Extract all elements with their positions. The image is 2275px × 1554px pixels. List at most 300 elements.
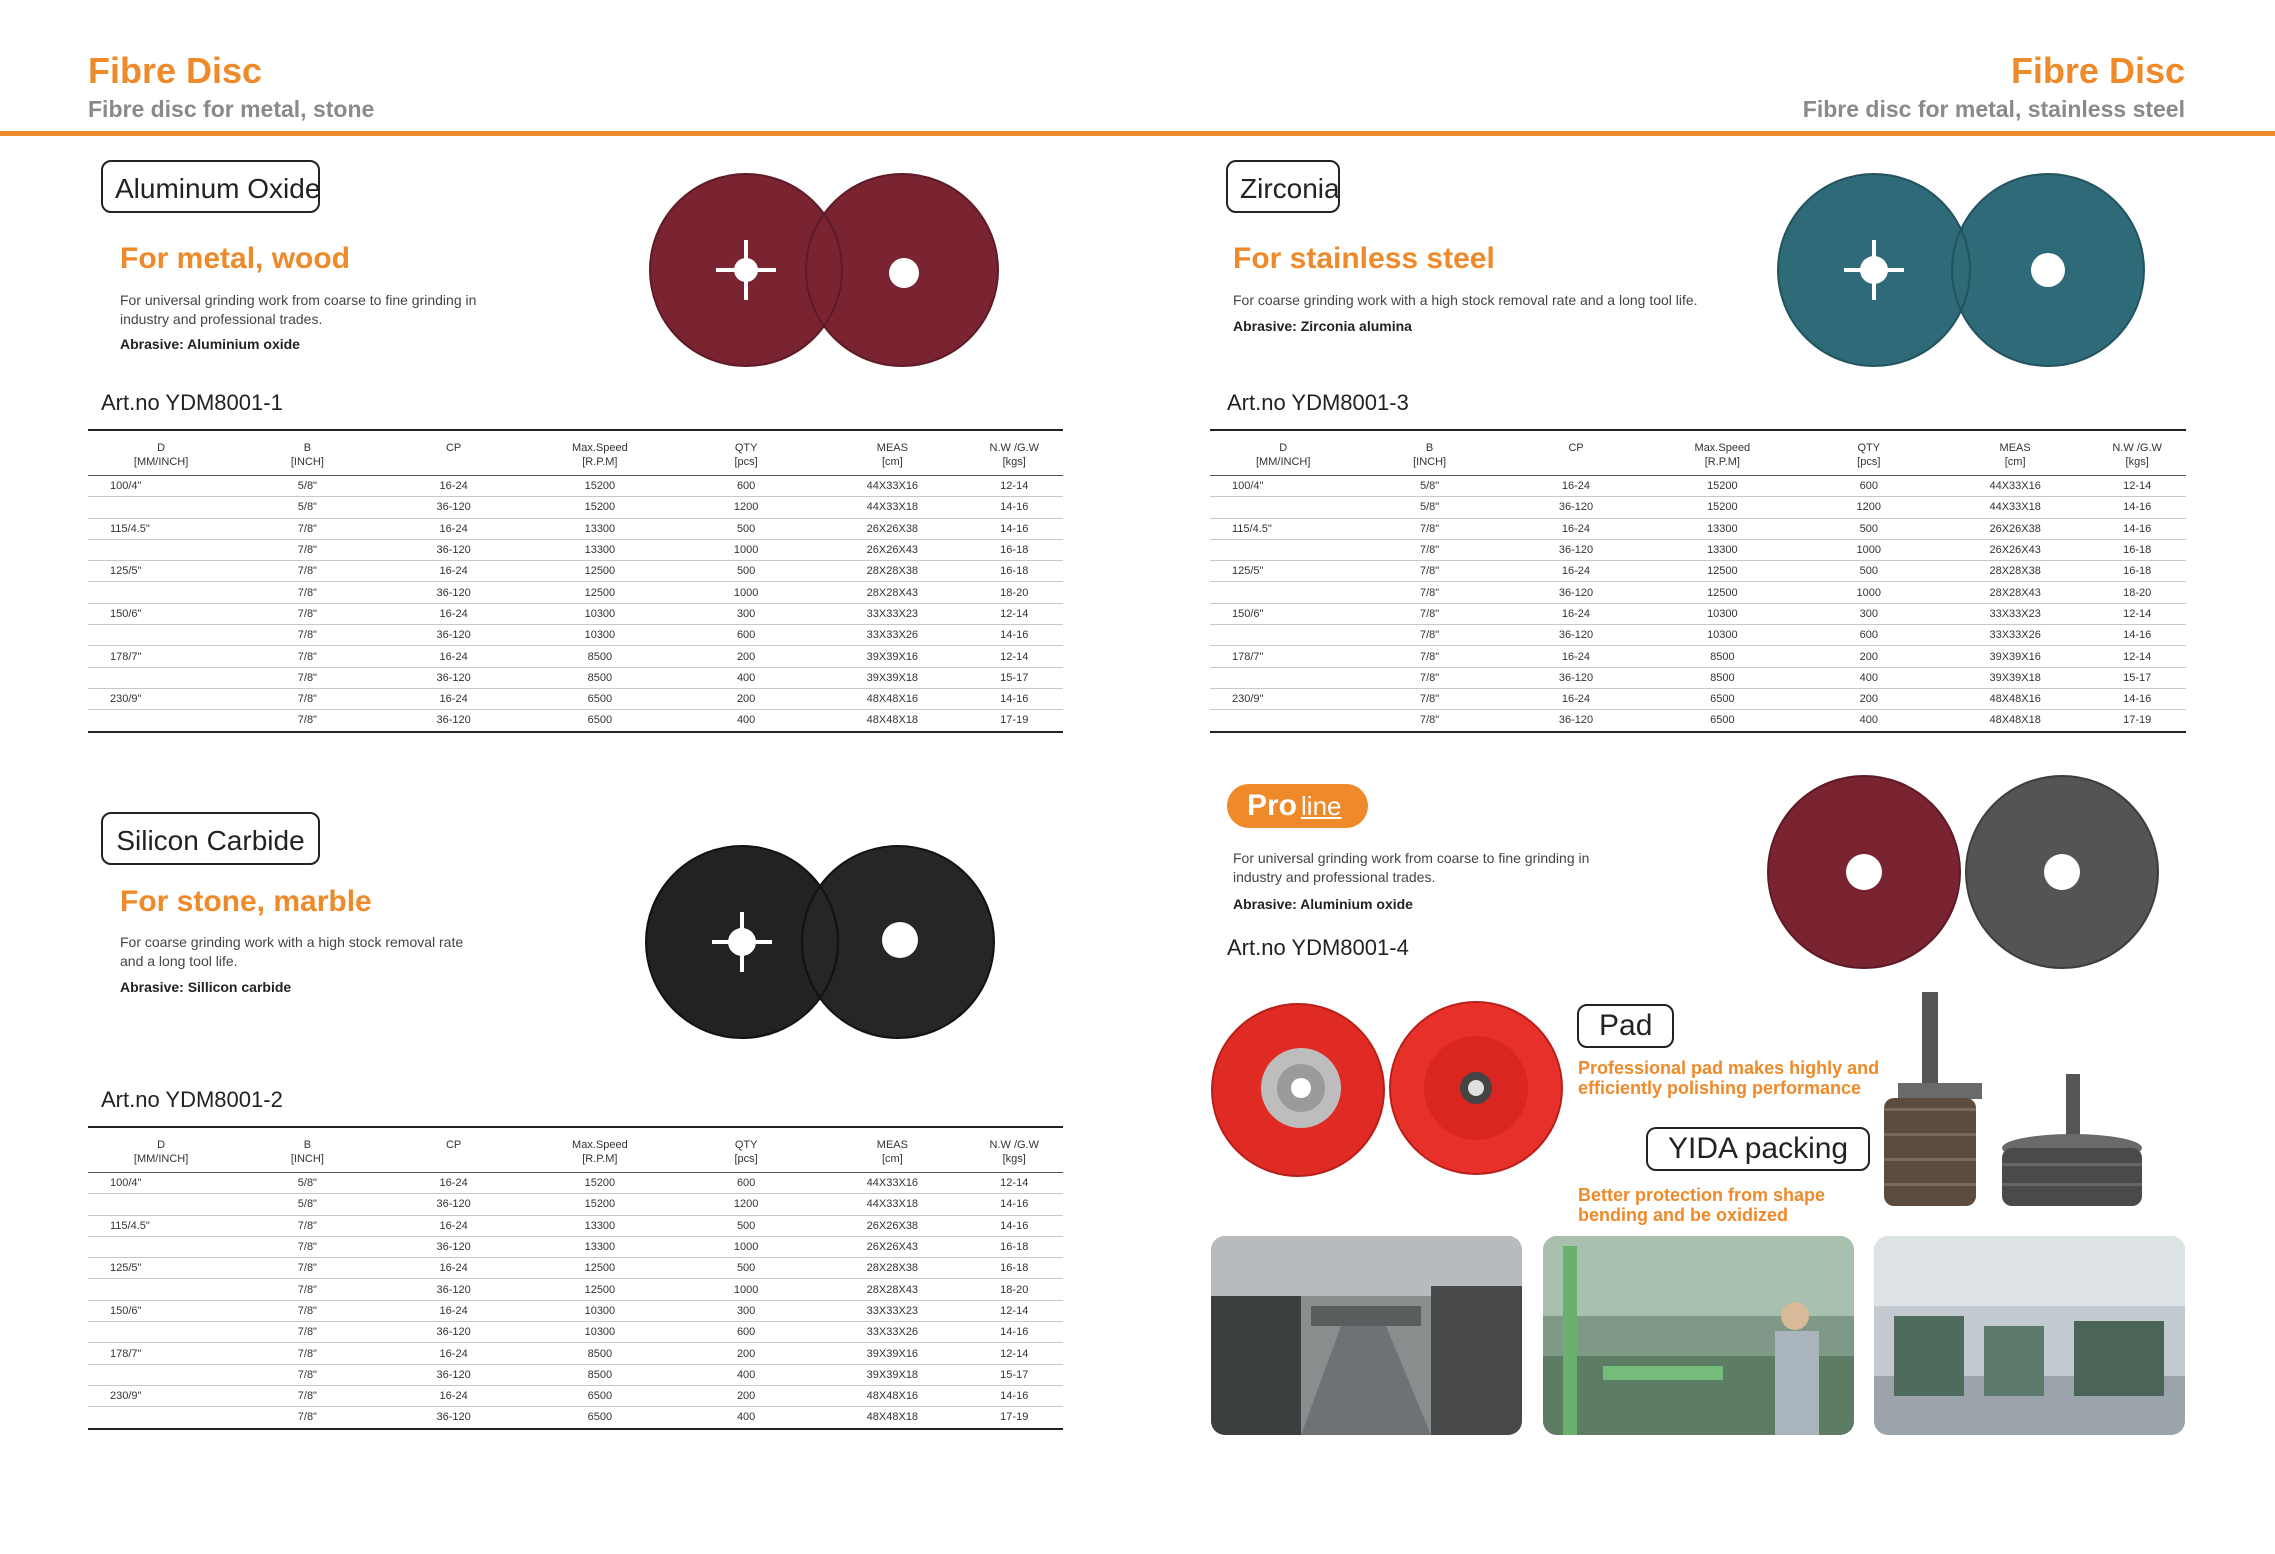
aluminum-oxide-disc-image <box>640 170 1010 370</box>
table-cell: 230/9" <box>88 1385 234 1406</box>
table-cell: 400 <box>673 667 819 688</box>
table-cell: 28X28X43 <box>819 1279 965 1300</box>
table-cell: 33X33X26 <box>819 1322 965 1343</box>
pro-line-artno: Art.no YDM8001-4 <box>1227 935 1409 960</box>
table-cell: 14-16 <box>966 1322 1064 1343</box>
table-cell: 7/8" <box>234 1236 380 1257</box>
factory-photo-warehouse <box>1211 1236 1522 1435</box>
aluminum-oxide-artno: Art.no YDM8001-1 <box>101 390 283 415</box>
table-cell: 13300 <box>1649 539 1795 560</box>
right-page-title: Fibre Disc <box>2010 50 2185 91</box>
table-cell: 14-16 <box>2088 688 2186 709</box>
column-header-unit: [pcs] <box>1857 456 1881 468</box>
table-cell: 16-24 <box>1503 561 1649 582</box>
table-cell <box>1210 625 1356 646</box>
column-header-label: QTY <box>734 1139 758 1151</box>
table-cell: 1000 <box>673 1279 819 1300</box>
column-header-unit: [pcs] <box>734 456 758 468</box>
table-cell: 10300 <box>527 625 673 646</box>
column-header-unit: [R.P.M] <box>582 1153 618 1165</box>
table-row <box>88 1279 1063 1300</box>
table-cell <box>1210 667 1356 688</box>
table-cell: 36-120 <box>381 710 527 732</box>
silicon-carbide-table-header-row <box>88 1127 1063 1173</box>
table-cell: 16-24 <box>381 1385 527 1406</box>
column-header <box>1356 430 1502 476</box>
table-cell: 200 <box>673 1343 819 1364</box>
table-cell: 15200 <box>527 497 673 518</box>
table-cell: 12500 <box>527 561 673 582</box>
silicon-carbide-label: Silicon Carbide <box>101 812 320 865</box>
table-cell: 28X28X43 <box>1942 582 2088 603</box>
table-cell: 1000 <box>673 1236 819 1257</box>
table-cell: 16-18 <box>966 561 1064 582</box>
table-cell: 39X39X18 <box>819 1364 965 1385</box>
table-cell: 44X33X18 <box>819 497 965 518</box>
table-cell: 6500 <box>527 688 673 709</box>
pro-line-abrasive: Abrasive: Aluminium oxide <box>1233 896 1413 912</box>
table-cell: 16-18 <box>966 1236 1064 1257</box>
table-cell: 12500 <box>1649 582 1795 603</box>
table-cell: 33X33X23 <box>819 1300 965 1321</box>
table-cell: 36-120 <box>381 1279 527 1300</box>
table-cell: 26X26X43 <box>819 1236 965 1257</box>
column-header-unit <box>381 455 527 469</box>
table-row <box>1210 710 2186 732</box>
table-cell: 16-24 <box>1503 518 1649 539</box>
table-cell: 200 <box>673 646 819 667</box>
table-cell: 44X33X16 <box>1942 476 2088 497</box>
column-header-label: CP <box>445 1139 462 1151</box>
table-cell: 16-18 <box>2088 561 2186 582</box>
table-cell: 7/8" <box>234 1322 380 1343</box>
table-cell: 16-24 <box>1503 646 1649 667</box>
table-row <box>1210 646 2186 667</box>
table-cell: 300 <box>673 1300 819 1321</box>
table-cell: 48X48X18 <box>819 1407 965 1429</box>
table-cell: 36-120 <box>1503 582 1649 603</box>
table-cell: 16-24 <box>1503 603 1649 624</box>
aluminum-oxide-description: For universal grinding work from coarse to fine grinding in industry and professional trades. <box>120 292 477 327</box>
table-cell: 100/4" <box>88 1173 234 1194</box>
table-cell: 36-120 <box>381 667 527 688</box>
table-row <box>1210 539 2186 560</box>
table-cell <box>1210 497 1356 518</box>
table-cell: 7/8" <box>234 1279 380 1300</box>
table-cell: 1000 <box>1796 539 1942 560</box>
table-cell: 14-16 <box>966 1385 1064 1406</box>
table-row <box>88 1407 1063 1429</box>
table-cell: 26X26X38 <box>1942 518 2088 539</box>
aluminum-oxide-headline: For metal, wood <box>120 242 351 275</box>
table-cell: 12-14 <box>966 1343 1064 1364</box>
table-cell: 10300 <box>1649 625 1795 646</box>
table-cell: 14-16 <box>2088 625 2186 646</box>
right-page-subtitle: Fibre disc for metal, stainless steel <box>1802 96 2185 122</box>
table-row <box>88 1300 1063 1321</box>
table-cell: 18-20 <box>966 1279 1064 1300</box>
table-row <box>88 1194 1063 1215</box>
table-cell: 5/8" <box>1356 476 1502 497</box>
table-cell: 5/8" <box>234 1194 380 1215</box>
table-cell: 10300 <box>527 603 673 624</box>
table-row <box>1210 582 2186 603</box>
silicon-carbide-artno: Art.no YDM8001-2 <box>101 1087 283 1112</box>
table-cell: 12-14 <box>2088 646 2186 667</box>
table-cell: 44X33X18 <box>819 1194 965 1215</box>
table-cell: 200 <box>1796 646 1942 667</box>
table-row <box>88 1385 1063 1406</box>
table-cell: 7/8" <box>234 667 380 688</box>
silicon-carbide-disc-image <box>640 842 1010 1042</box>
column-header-unit <box>381 1152 527 1166</box>
table-cell: 14-16 <box>2088 518 2186 539</box>
table-cell: 13300 <box>527 1215 673 1236</box>
table-cell: 6500 <box>527 1407 673 1429</box>
table-cell: 39X39X16 <box>819 1343 965 1364</box>
table-cell: 6500 <box>1649 688 1795 709</box>
table-cell: 230/9" <box>1210 688 1356 709</box>
table-cell: 7/8" <box>1356 667 1502 688</box>
table-cell: 178/7" <box>88 646 234 667</box>
aluminum-oxide-table-header-row <box>88 430 1063 476</box>
pro-line-badge-light: line <box>1301 791 1342 821</box>
table-cell: 13300 <box>527 1236 673 1257</box>
zirconia-abrasive: Abrasive: Zirconia alumina <box>1233 318 1412 334</box>
table-row <box>1210 476 2186 497</box>
silicon-carbide-abrasive: Abrasive: Sillicon carbide <box>120 979 292 995</box>
table-cell: 7/8" <box>1356 582 1502 603</box>
table-cell: 200 <box>1796 688 1942 709</box>
table-cell: 16-24 <box>1503 688 1649 709</box>
table-cell: 36-120 <box>381 1407 527 1429</box>
column-header-label: B <box>303 1139 312 1151</box>
table-cell: 6500 <box>1649 710 1795 732</box>
column-header <box>966 430 1064 476</box>
table-cell: 44X33X16 <box>819 476 965 497</box>
silicon-carbide-description: For coarse grinding work with a high stock removal rate and a long tool life. <box>120 934 464 969</box>
table-cell <box>88 1236 234 1257</box>
table-cell: 500 <box>673 1215 819 1236</box>
column-header-unit: [MM/INCH] <box>1256 456 1311 468</box>
table-cell: 1000 <box>673 539 819 560</box>
table-cell: 8500 <box>1649 646 1795 667</box>
table-cell: 125/5" <box>1210 561 1356 582</box>
header-divider <box>0 131 2275 136</box>
table-cell: 18-20 <box>966 582 1064 603</box>
table-cell: 6500 <box>527 1385 673 1406</box>
table-cell: 500 <box>673 561 819 582</box>
table-cell: 7/8" <box>234 1385 380 1406</box>
table-cell: 39X39X18 <box>819 667 965 688</box>
pad-label: Pad <box>1577 1004 1674 1048</box>
table-cell: 16-24 <box>381 1300 527 1321</box>
table-cell: 39X39X16 <box>1942 646 2088 667</box>
table-cell: 13300 <box>1649 518 1795 539</box>
table-cell <box>1210 539 1356 560</box>
table-cell: 26X26X43 <box>1942 539 2088 560</box>
table-cell: 28X28X38 <box>1942 561 2088 582</box>
factory-photo-hall <box>1874 1236 2185 1435</box>
column-header <box>527 1127 673 1173</box>
pad-description: Professional pad makes highly and efficiently polishing performance <box>1578 1058 1880 1098</box>
table-cell: 16-24 <box>381 688 527 709</box>
table-cell: 12500 <box>527 1258 673 1279</box>
table-cell: 14-16 <box>966 1215 1064 1236</box>
table-cell: 150/6" <box>88 603 234 624</box>
table-cell: 16-24 <box>381 603 527 624</box>
packing-label: YIDA packing <box>1646 1127 1870 1171</box>
table-cell: 178/7" <box>88 1343 234 1364</box>
left-page-subtitle: Fibre disc for metal, stone <box>88 96 375 122</box>
table-cell: 5/8" <box>234 476 380 497</box>
table-cell: 400 <box>1796 667 1942 688</box>
table-row <box>88 518 1063 539</box>
table-cell: 100/4" <box>88 476 234 497</box>
pro-line-disc-image <box>1762 775 2162 975</box>
table-cell: 12-14 <box>966 646 1064 667</box>
table-cell <box>88 667 234 688</box>
column-header <box>673 1127 819 1173</box>
table-row <box>1210 625 2186 646</box>
table-cell: 36-120 <box>381 539 527 560</box>
table-cell: 7/8" <box>1356 625 1502 646</box>
table-cell: 26X26X43 <box>819 539 965 560</box>
column-header-label: QTY <box>734 442 758 454</box>
column-header <box>2088 430 2186 476</box>
table-cell: 200 <box>673 688 819 709</box>
table-row <box>88 688 1063 709</box>
factory-photo-warehouse-image <box>1211 1236 1522 1435</box>
column-header <box>1796 430 1942 476</box>
table-cell: 115/4.5" <box>88 1215 234 1236</box>
table-cell: 36-120 <box>1503 539 1649 560</box>
column-header <box>527 430 673 476</box>
table-cell: 600 <box>673 1322 819 1343</box>
table-cell: 16-24 <box>381 1215 527 1236</box>
table-cell: 44X33X16 <box>819 1173 965 1194</box>
table-cell: 16-18 <box>966 1258 1064 1279</box>
column-header-label: MEAS <box>1999 442 2031 454</box>
table-cell: 15200 <box>527 1194 673 1215</box>
table-row <box>88 646 1063 667</box>
zirconia-label: Zirconia <box>1226 160 1340 213</box>
table-cell: 48X48X16 <box>819 1385 965 1406</box>
table-cell: 7/8" <box>234 1364 380 1385</box>
zirconia-artno: Art.no YDM8001-3 <box>1227 390 1409 415</box>
table-cell: 7/8" <box>234 646 380 667</box>
table-cell: 7/8" <box>234 625 380 646</box>
column-header-unit: [INCH] <box>290 456 324 468</box>
table-cell: 500 <box>673 1258 819 1279</box>
column-header-unit: [MM/INCH] <box>133 456 189 468</box>
table-row <box>88 1236 1063 1257</box>
table-cell: 15-17 <box>966 1364 1064 1385</box>
table-cell: 5/8" <box>234 497 380 518</box>
table-cell: 16-24 <box>381 1343 527 1364</box>
column-header <box>88 1127 234 1173</box>
table-cell: 500 <box>1796 561 1942 582</box>
table-cell: 36-120 <box>1503 710 1649 732</box>
table-cell: 500 <box>673 518 819 539</box>
table-cell: 28X28X43 <box>819 582 965 603</box>
column-header-label: D <box>157 1139 166 1151</box>
packing-description: Better protection from shape bending and be oxidized <box>1578 1185 1826 1225</box>
table-row <box>88 1364 1063 1385</box>
column-header <box>966 1127 1064 1173</box>
factory-photo-workers-image <box>1543 1236 1854 1435</box>
table-cell <box>88 497 234 518</box>
table-row <box>88 1173 1063 1194</box>
column-header <box>234 1127 380 1173</box>
column-header-label: Max.Speed <box>572 1139 628 1151</box>
factory-photo-workers <box>1543 1236 1854 1435</box>
table-cell: 8500 <box>527 1343 673 1364</box>
table-cell: 26X26X38 <box>819 1215 965 1236</box>
table-cell: 36-120 <box>1503 667 1649 688</box>
column-header <box>1942 430 2088 476</box>
table-cell: 230/9" <box>88 688 234 709</box>
table-row <box>1210 561 2186 582</box>
table-cell: 17-19 <box>966 1407 1064 1429</box>
table-cell: 36-120 <box>381 582 527 603</box>
column-header <box>381 1127 527 1173</box>
column-header-label: B <box>1425 442 1434 454</box>
table-cell <box>1210 582 1356 603</box>
zirconia-table-header-row <box>1210 430 2186 476</box>
table-cell <box>88 1322 234 1343</box>
column-header-unit: [MM/INCH] <box>133 1153 189 1165</box>
table-cell: 33X33X23 <box>1942 603 2088 624</box>
table-row <box>1210 518 2186 539</box>
table-cell: 48X48X16 <box>1942 688 2088 709</box>
table-cell: 7/8" <box>234 561 380 582</box>
table-cell: 16-24 <box>381 646 527 667</box>
table-cell: 16-24 <box>381 1258 527 1279</box>
table-cell: 600 <box>1796 476 1942 497</box>
table-cell: 16-18 <box>2088 539 2186 560</box>
table-cell: 48X48X18 <box>1942 710 2088 732</box>
table-cell: 1200 <box>1796 497 1942 518</box>
column-header-unit: [R.P.M] <box>1704 456 1740 468</box>
table-cell: 16-24 <box>381 476 527 497</box>
table-cell: 500 <box>1796 518 1942 539</box>
column-header-unit <box>1503 455 1649 469</box>
table-cell: 10300 <box>527 1322 673 1343</box>
table-cell: 1000 <box>1796 582 1942 603</box>
table-cell <box>88 1194 234 1215</box>
column-header-label: CP <box>1568 442 1584 454</box>
table-cell: 36-120 <box>1503 497 1649 518</box>
table-cell: 33X33X23 <box>819 603 965 624</box>
table-cell: 28X28X38 <box>819 1258 965 1279</box>
table-cell: 15200 <box>527 476 673 497</box>
table-cell <box>88 539 234 560</box>
table-row <box>1210 688 2186 709</box>
column-header <box>234 430 380 476</box>
table-cell: 7/8" <box>1356 688 1502 709</box>
silicon-carbide-spec-table <box>88 1126 1063 1430</box>
table-cell: 12-14 <box>966 476 1064 497</box>
zirconia-disc-image <box>1774 170 2154 370</box>
column-header-label: MEAS <box>876 1139 908 1151</box>
table-cell: 12500 <box>1649 561 1795 582</box>
column-header-label: N.W /G.W <box>989 1139 1039 1151</box>
table-cell: 7/8" <box>234 1343 380 1364</box>
table-cell: 7/8" <box>1356 710 1502 732</box>
table-cell: 36-120 <box>381 1194 527 1215</box>
column-header-label: D <box>1279 442 1288 454</box>
table-row <box>88 603 1063 624</box>
table-cell: 16-24 <box>1503 476 1649 497</box>
table-cell: 14-16 <box>966 497 1064 518</box>
zirconia-spec-table <box>1210 429 2186 733</box>
column-header <box>1503 430 1649 476</box>
table-cell: 7/8" <box>1356 561 1502 582</box>
table-cell: 600 <box>673 625 819 646</box>
table-cell: 16-24 <box>381 518 527 539</box>
table-cell <box>88 1279 234 1300</box>
table-cell: 7/8" <box>234 518 380 539</box>
column-header <box>819 430 965 476</box>
table-cell: 1200 <box>673 497 819 518</box>
table-cell: 400 <box>673 1364 819 1385</box>
zirconia-headline: For stainless steel <box>1233 242 1495 275</box>
table-row <box>88 625 1063 646</box>
table-cell: 125/5" <box>88 561 234 582</box>
table-cell: 36-120 <box>381 1364 527 1385</box>
table-cell: 5/8" <box>234 1173 380 1194</box>
table-cell: 1200 <box>673 1194 819 1215</box>
table-cell: 7/8" <box>234 688 380 709</box>
column-header-unit: [INCH] <box>1413 456 1447 468</box>
table-cell: 12-14 <box>966 1300 1064 1321</box>
table-row <box>1210 497 2186 518</box>
table-cell <box>88 710 234 732</box>
table-cell: 14-16 <box>966 518 1064 539</box>
table-cell: 13300 <box>527 539 673 560</box>
table-cell: 115/4.5" <box>88 518 234 539</box>
table-cell <box>88 625 234 646</box>
table-cell: 17-19 <box>2088 710 2186 732</box>
table-cell: 7/8" <box>234 1215 380 1236</box>
column-header-unit: [cm] <box>2004 456 2026 468</box>
table-cell: 14-16 <box>2088 497 2186 518</box>
column-header <box>673 430 819 476</box>
table-cell: 36-120 <box>381 1236 527 1257</box>
table-cell: 7/8" <box>1356 518 1502 539</box>
table-cell: 7/8" <box>234 1300 380 1321</box>
column-header-unit: [kgs] <box>2125 456 2149 468</box>
pro-line-description: For universal grinding work from coarse to fine grinding in industry and professional trades. <box>1233 850 1590 885</box>
table-cell: 10300 <box>1649 603 1795 624</box>
table-cell: 14-16 <box>966 1194 1064 1215</box>
table-cell: 115/4.5" <box>1210 518 1356 539</box>
table-cell: 6500 <box>527 710 673 732</box>
column-header-label: QTY <box>1857 442 1881 454</box>
table-cell: 12-14 <box>966 1173 1064 1194</box>
table-cell: 7/8" <box>234 1258 380 1279</box>
table-cell: 12500 <box>527 582 673 603</box>
table-cell: 14-16 <box>966 688 1064 709</box>
table-cell: 15-17 <box>2088 667 2186 688</box>
table-cell: 36-120 <box>381 625 527 646</box>
column-header-label: N.W /G.W <box>2112 442 2162 454</box>
table-cell: 15200 <box>1649 476 1795 497</box>
column-header-unit: [INCH] <box>290 1153 324 1165</box>
aluminum-oxide-label: Aluminum Oxide <box>101 160 320 213</box>
pro-line-badge-bold: Pro <box>1247 789 1298 822</box>
